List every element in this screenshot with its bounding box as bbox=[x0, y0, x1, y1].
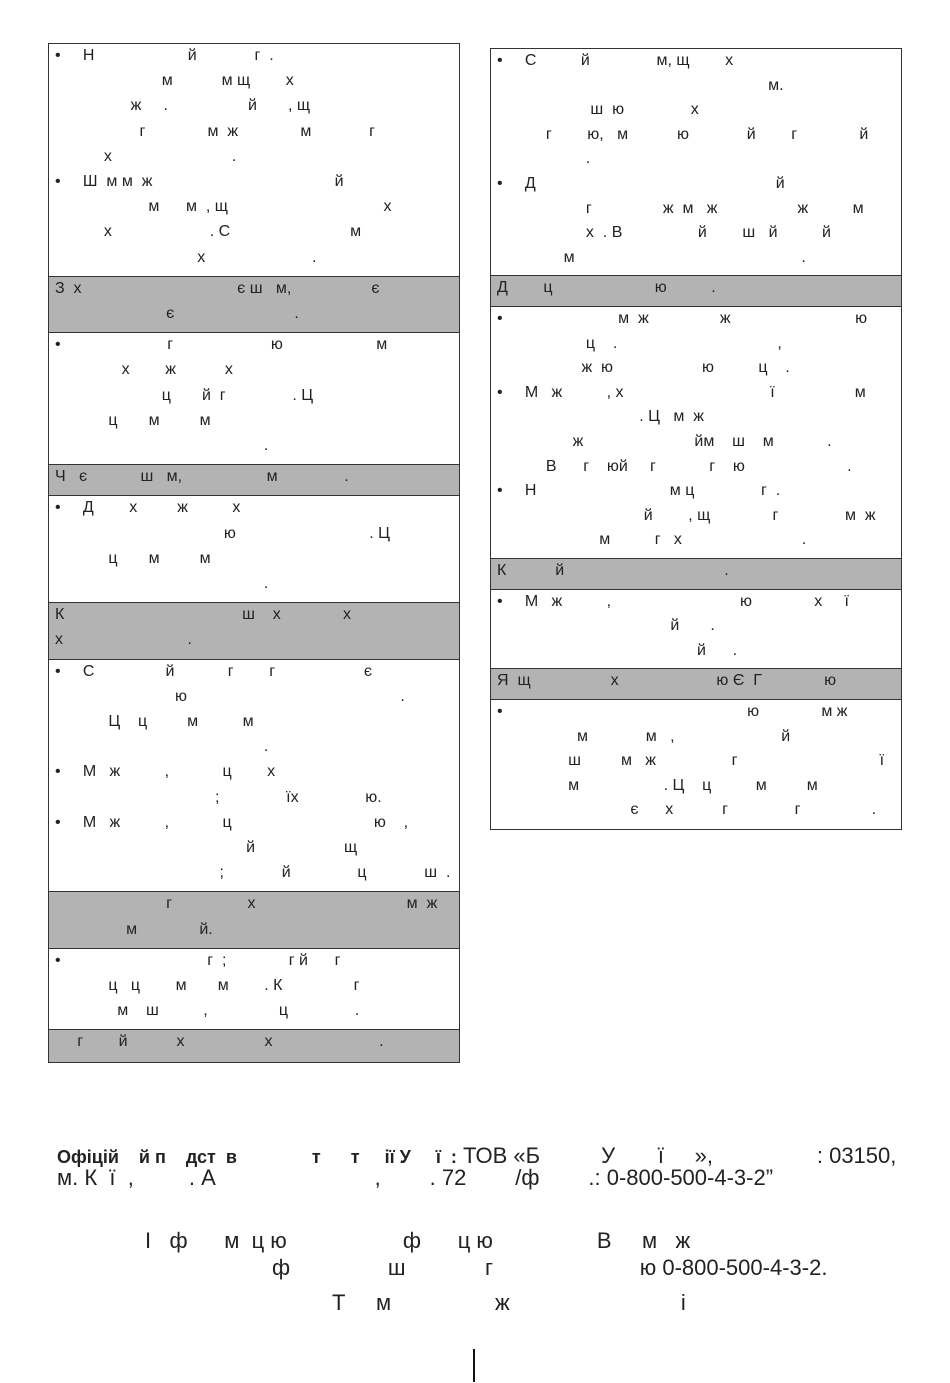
section-heading-text: Ч є ш м, м . bbox=[55, 468, 349, 486]
body-text-line: й , щ г м ж bbox=[497, 506, 876, 524]
section-heading-row bbox=[49, 892, 459, 948]
section-heading-text: х . bbox=[55, 631, 192, 649]
body-text-line: . bbox=[55, 436, 269, 454]
body-text-line: • М ж , х ї м bbox=[497, 383, 866, 401]
body-text-line: й . bbox=[497, 617, 715, 635]
section-heading-text: є . bbox=[55, 304, 299, 322]
body-text-line: ж ю ю ц . bbox=[497, 359, 790, 377]
body-text-line: м м , щ х bbox=[55, 198, 392, 216]
body-text-line: • С й г г є bbox=[55, 662, 373, 680]
body-text-line: м . bbox=[497, 248, 806, 266]
section-heading-row bbox=[49, 277, 459, 333]
body-text-line: ц ц м м . К г bbox=[55, 976, 360, 994]
section-heading-row bbox=[49, 1030, 459, 1061]
body-text-line: ц . , bbox=[497, 334, 782, 352]
body-text-line: м . Ц ц м м bbox=[497, 776, 818, 794]
body-text-line: ю . bbox=[55, 687, 405, 705]
section-heading-row bbox=[49, 603, 459, 659]
body-text-line: • Н й г . bbox=[55, 47, 274, 64]
info-text-line-1: І ф м ц ю ф ц ю В м ж bbox=[145, 1228, 691, 1253]
body-text-line: . bbox=[55, 574, 269, 592]
body-text-line: г м ж м г bbox=[55, 122, 375, 140]
body-text-line: . bbox=[497, 150, 591, 168]
body-text-line: х . С м bbox=[55, 223, 362, 241]
body-text-line: х . bbox=[55, 147, 237, 165]
body-text-line: х . bbox=[55, 248, 317, 266]
official-representative-colon: : bbox=[440, 1147, 457, 1167]
body-text-line: ц м м bbox=[55, 411, 211, 429]
body-text-line: й щ bbox=[55, 838, 358, 856]
section-body-row bbox=[49, 660, 459, 893]
section-heading-row bbox=[49, 465, 459, 496]
section-body-row bbox=[49, 333, 459, 465]
body-text-line: м. bbox=[497, 76, 784, 94]
body-text-line: • Ш м м ж й bbox=[55, 173, 344, 190]
section-body-row bbox=[491, 49, 901, 276]
body-text-line: ш м ж г ї bbox=[497, 752, 885, 770]
body-text-line: • м ж ж ю bbox=[497, 309, 868, 327]
official-representative-company: ТОВ «Б У ї », : 03150, bbox=[456, 1143, 897, 1168]
left-instructions-table bbox=[48, 43, 460, 1063]
section-heading-text: м й. bbox=[55, 920, 213, 938]
body-text-line: м ш , ц . bbox=[55, 1002, 360, 1020]
section-heading-text: З х є ш м, є bbox=[55, 279, 380, 297]
section-heading-row bbox=[491, 669, 901, 700]
section-body-row bbox=[49, 949, 459, 1031]
body-text-line: • Д х ж х bbox=[55, 499, 241, 517]
body-text-line: • г ю м bbox=[55, 336, 388, 354]
body-text-line: • г ; г й г bbox=[55, 951, 341, 969]
official-representative-label: Офіцій й п дст в т т ії У ї bbox=[57, 1147, 441, 1167]
section-heading-text: Я щ х ю Є Г ю bbox=[497, 672, 837, 690]
official-address-phone: м. К ї , . А , . 72 /ф .: 0-800-500-4-3-2” bbox=[57, 1165, 774, 1190]
body-text-line: х ж х bbox=[55, 361, 233, 379]
section-heading-text: К й . bbox=[497, 561, 729, 579]
body-text-line: • М ж , ц х bbox=[55, 763, 276, 781]
section-heading-text: г й х х . bbox=[55, 1033, 384, 1051]
right-instructions-table bbox=[490, 48, 902, 830]
body-text-line: г ж м ж ж м bbox=[497, 199, 864, 217]
body-text-line: . bbox=[55, 738, 269, 756]
body-text-line: Ц ц м м bbox=[55, 712, 254, 730]
section-heading-text: г х м ж bbox=[55, 895, 438, 913]
section-heading-row bbox=[491, 559, 901, 590]
body-text-line: м м , й bbox=[497, 727, 791, 745]
body-text-line: ж йм ш м . bbox=[497, 432, 832, 450]
body-text-line: • ю м ж bbox=[497, 702, 848, 720]
section-body-row bbox=[49, 496, 459, 603]
section-body-row bbox=[49, 44, 459, 277]
section-body-row bbox=[491, 700, 901, 829]
section-heading-text: К ш х х bbox=[55, 606, 351, 624]
section-heading-text: Д ц ю . bbox=[497, 279, 716, 297]
body-text-line: • С й м, щ х bbox=[497, 52, 734, 69]
body-text-line: ц й г . Ц bbox=[55, 386, 314, 404]
section-heading-row bbox=[491, 276, 901, 307]
info-text-line-3: Т м ж і bbox=[332, 1290, 686, 1315]
body-text-line: • М ж , ц ю , bbox=[55, 813, 409, 831]
body-text-line: ю . Ц bbox=[55, 524, 391, 542]
body-text-line: ш ю х bbox=[497, 101, 699, 119]
body-text-line: м м щ х bbox=[55, 72, 294, 90]
section-body-row bbox=[491, 590, 901, 670]
body-text-line: • Н м ц г . bbox=[497, 482, 781, 500]
body-text-line: м г х . bbox=[497, 531, 807, 549]
body-text-line: ж . й , щ bbox=[55, 97, 311, 115]
body-text-line: ц м м bbox=[55, 549, 211, 567]
body-text-line: В г юй г г ю . bbox=[497, 457, 852, 475]
body-text-line: • М ж , ю х ї bbox=[497, 592, 849, 610]
body-text-line: . Ц м ж bbox=[497, 408, 704, 426]
body-text-line: х . В й ш й й bbox=[497, 224, 831, 242]
info-text-line-2: ф ш г ю 0-800-500-4-3-2. bbox=[272, 1255, 828, 1280]
body-text-line: • Д й bbox=[497, 175, 785, 192]
body-text-line: ; їх ю. bbox=[55, 788, 382, 806]
body-text-line: є х г г . bbox=[497, 801, 877, 819]
body-text-line: ; й ц ш . bbox=[55, 864, 451, 882]
body-text-line: г ю, м ю й г й bbox=[497, 125, 869, 143]
body-text-line: й . bbox=[497, 641, 738, 659]
page-separator-bar bbox=[473, 1349, 475, 1382]
section-body-row bbox=[491, 307, 901, 559]
